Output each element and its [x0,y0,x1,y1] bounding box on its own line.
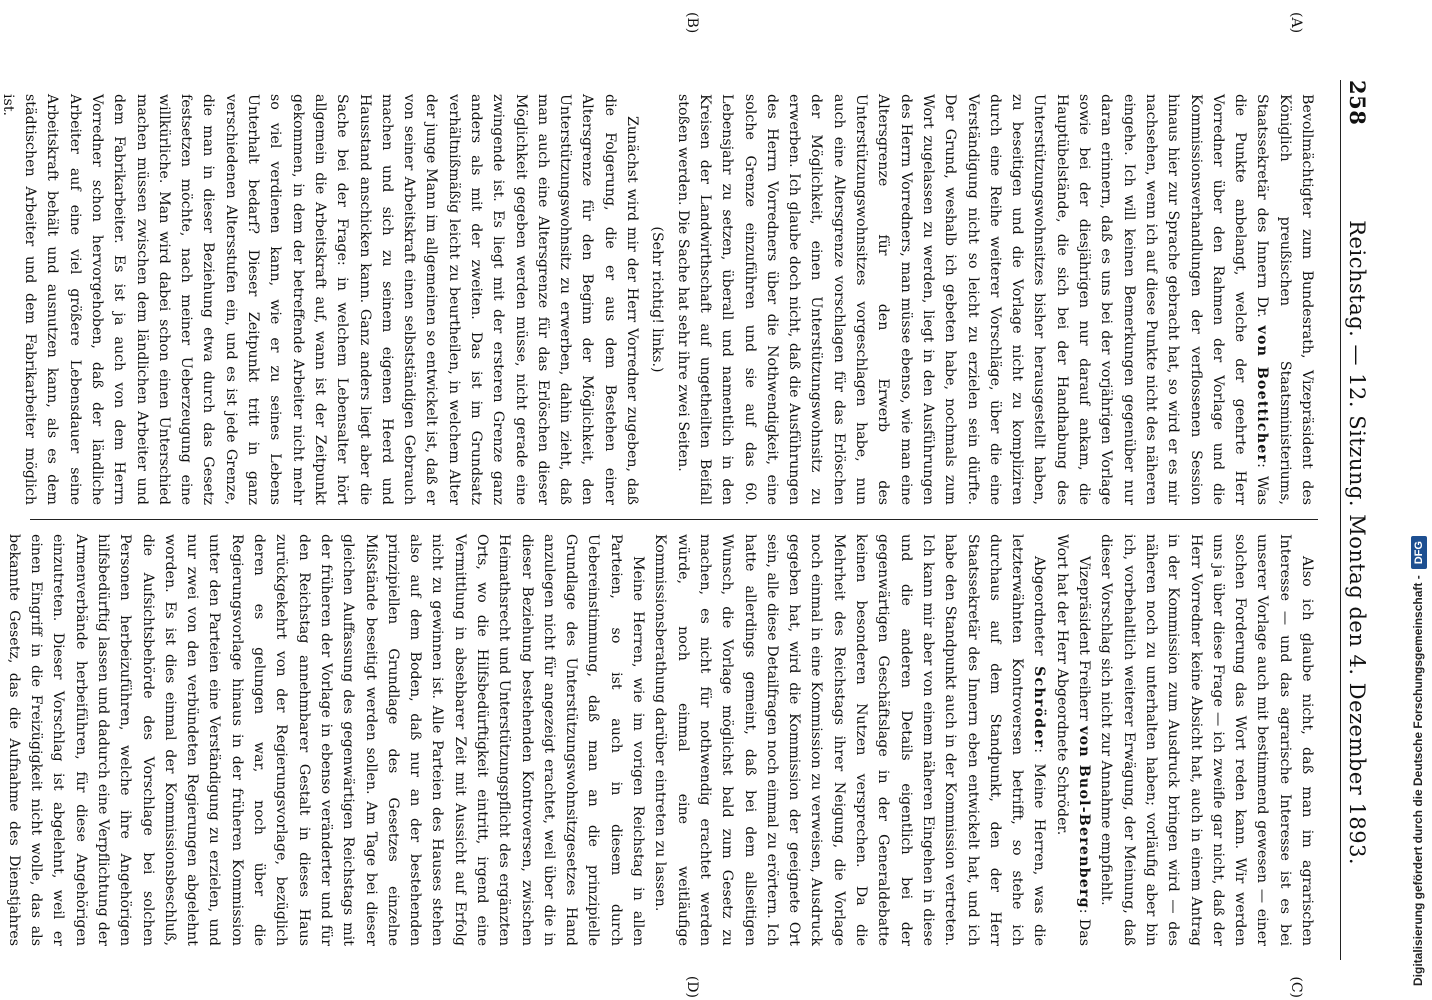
page-number: 258 [1345,80,1370,126]
speaker-intro: Bevollmächtigter zum Bundesrath, Vizepräsident des Königlich preußischen Staatsministeriums, Staatssekretär des Innern Dr. [1254,94,1315,505]
speaker-intro: Vizepräsident Freiherr [1076,556,1093,721]
margin-mark-d: (D) [684,975,700,998]
paragraph [649,534,1050,946]
paragraph-text: : Meine Herren, was die letzterwähnten Kontroversen betrifft, so stehe ich durchaus auf dem Standpunkt, den der Herr Staatssekretär des Innern eben entwickelt hat, und ich habe den Standpunkt auch in der Kommission vertreten. Ich kann mir aber von einem näheren Eingehen in diese und die anderen Details eigentlich bei der gegenwärtigen Geschäftslage in der Generaldebatte keinen besonderen Nutzen versprechen. Da die Mehrheit des Reichstags ihrer Neigung, die Vorlage noch einmal in eine Kommission zu verweisen, Ausdruck gegeben hat, wird die Kommission der geeignete Ort sein, alle diese Detailfragen noch einmal zu erörtern. Ich hatte allerdings gemeint, daß bei dem allseitigen Wunsch, die Vorlage möglichst bald zum Gesetz zu machen, es nicht für nothwendig erachtet werden würde, noch einmal eine weitläufige Kommissionsberathung darüber eintreten zu lassen. [652,534,1048,946]
speaker-intro: Abgeordneter [1031,556,1048,656]
paragraph [1050,534,1095,946]
left-column [0,80,1318,520]
margin-mark-c: (C) [1288,976,1304,998]
paragraph-text: : Das Wort hat der Herr Abgeordnete Schröder. [1053,534,1093,946]
speaker-name: von Boetticher [1254,325,1271,464]
paragraph-text: : Was die Punkte anbelangt, welche der geehrte Herr Vorredner über den Rahmen der Vorlage und die Kommissionsverhandlungen der verflossenen Session hinaus hier zur Sprache gebracht hat, so wird er es mir nachsehen, wenn ich auf diese Punkte nicht des näheren eingehe. Ich will keinen Bemerkungen gegenüber nur daran erinnern, daß es uns bei der vorjährigen Vorlage sowie bei der diesjährigen nur darauf ankam, die Hauptübelstände, die sich bei der Handhabung des Unterstützungswohnsitzes bisher herausgestellt haben, zu beseitigen und die Vorlage nicht zu kompliziren durch eine Reihe weiterer Vorschläge, über die eine Verständigung nicht so leicht zu erzielen sein dürfte. Der Grund, weshalb ich gebeten habe, nochmals zum Wort zugelassen zu werden, liegt in den Ausführungen des Herrn Vorredners, man müsse ebenso, wie man eine Altersgrenze für den Erwerb des Unterstützungswohnsitzes vorgeschlagen habe, nun auch eine Altersgrenze vorschlagen für das Erlöschen der Möglichkeit, einen Unterstützungswohnsitz zu erwerben. Ich glaube doch nicht, daß die Ausführungen des Herrn Vorredners über die Nothwendigkeit, eine solche Grenze einzuführen und sie auf das 60. Lebensjahr zu setzen, überall und namentlich in den Kreisen der Landwirthschaft auf ungetheilten Beifall stoßen werden. Die Sache hat sehr ihre zwei Seiten. [674,94,1271,505]
paragraph: Zunächst wird mir der Herr Vorredner zugeben, daß die Folgerung, die er aus dem Bestehen einer Altersgrenze für den Beginn der Möglichkeit, den Unterstützungswohnsitz zu erwerben, dahin zieht, daß man auch eine Altersgrenze für das Erlöschen dieser Möglichkeit gegeben werden müsse, nicht gerade eine zwingende ist. Es liegt mit der ersteren Grenze ganz anders als mit der zweiten. Das ist im Grundsatz verhältnißmäßig leicht zu beurtheilen, in welchem Alter der junge Mann im allgemeinen so entwickelt ist, daß er von seiner Arbeitskraft einen selbstständigen Gebrauch machen und sich zu seinem eigenen Heerd und Hausstand anschicken kann. Ganz anders liegt aber die Sache bei der Frage: in welchem Lebensalter hört allgemein die Arbeitskraft auf, wann ist der Zeitpunkt gekommen, in dem der betreffende Arbeiter nicht mehr so viel verdienen kann, wie er zu seines Lebens Unterhalt bedarf? Dieser Zeitpunkt tritt in ganz verschiedenen Altersstufen ein, und es ist jede Grenze, die man in dieser Beziehung etwa durch das Gesetz festsetzen möchte, nach meiner Ueberzeugung eine willkürliche. Man wird dabei schon einen Unterschied machen müssen zwischen dem ländlichen Arbeiter und dem Fabrikarbeiter. Es ist ja auch von dem Herrn Vorredner schon hervorgehoben, daß der ländliche Arbeiter auf eine viel größere Lebensdauer seine Arbeitskraft behält und ausnutzen kann, als es dem städtischen Arbeiter und dem Fabrikarbeiter möglich ist. [0,94,641,505]
running-title: Reichstag. — 12. Sitzung. Montag den 4. Dezember 1893. [1345,220,1369,866]
dfg-logo: DFG [1411,536,1427,569]
right-column [5,520,1318,960]
margin-mark-b: (B) [684,12,700,34]
paragraph: Meine Herren, wie im vorigen Reichstag in allen Parteien, so ist auch in diesem durch Uebereinstimmung, daß man an die prinzipielle Grundlage des Unterstützungswohnsitzgesetzes Hand anzulegen nicht für angezeigt erachtet, weil über die in dieser Beziehung bestehenden Kontroversen, zwischen Heimathsrecht und Unterstützungspflicht des ergänzten Orts, wo die Hilfsbedürftigkeit eintritt, irgend eine Vermittlung in absehbarer Zeit mit Aussicht auf Erfolg nicht zu gewinnen ist. Alle Parteien des Hauses stehen also auf dem Boden, daß nur an der bestehenden prinzipiellen Grundlage des Gesetzes einzelne Mißstände beseitigt werden sollen. Am Tage bei dieser gleichen Auffassung des gegenwärtigen Reichstags mit der früheren der Vorlage in ebenso veränderter und für den Reichstag annehmbarer Gestalt in dieses Haus zurückgekehrt von der Regierungsvorlage, bezüglich deren es gelungen war, noch über die Regierungsvorlage hinaus in der früheren Kommission unter den Parteien eine Verständigung zu erzielen, und nur zwei von den verbündeten Regierungen abgelehnt worden. Es ist dies einmal der Kommissionsbeschluß, die Aufsichtsbehörde des Vorschlage bei solchen Personen herbeizuführen, welche ihre Angehörigen hilfsbedürftig lassen und dadurch eine Verpflichtung der Armenverbände herbeiführen, für diese Angehörigen einzutreten. Dieser Vorschlag ist abgelehnt, weil er einen Eingriff in die Freizügigkeit nicht wolle, das als bekannte Gesetz, das die Aufnahme des Dienstjahres [5,534,647,946]
speaker-name: Schröder [1031,666,1048,749]
text-columns [0,80,1318,960]
page-header [1340,80,1370,960]
speaker-name: von Buol-Berenberg [1076,726,1093,909]
interjection: (Sehr richtig! links.) [649,226,666,373]
paragraph [671,94,1318,505]
credit-text: Digitalisierung gefördert durch die Deutsche Forschungsgemeinschaft - [1411,575,1425,986]
digitization-credit [1406,16,1430,986]
paragraph: Also ich glaube nicht, daß man im agrarischen Interesse — und das agrarische Interesse ist es bei unserer Vorlage auch mit bestimmend gewesen — einer solchen Forderung das Wort reden kann. Wir werden uns ja über diese Frage — ich zweifle gar nicht, daß der Herr Vorredner keine Absicht hat, auch in einem Antrag in der Kommission zum Ausdruck bringen wird — des näheren noch zu unterhalten haben; vorläufig aber bin ich, vorbehaltlich weiterer Erwägung, der Meinung, daß dieser Vorschlag sich nicht zur Annahme empfiehlt. [1098,534,1315,946]
margin-mark-a: (A) [1288,12,1304,34]
